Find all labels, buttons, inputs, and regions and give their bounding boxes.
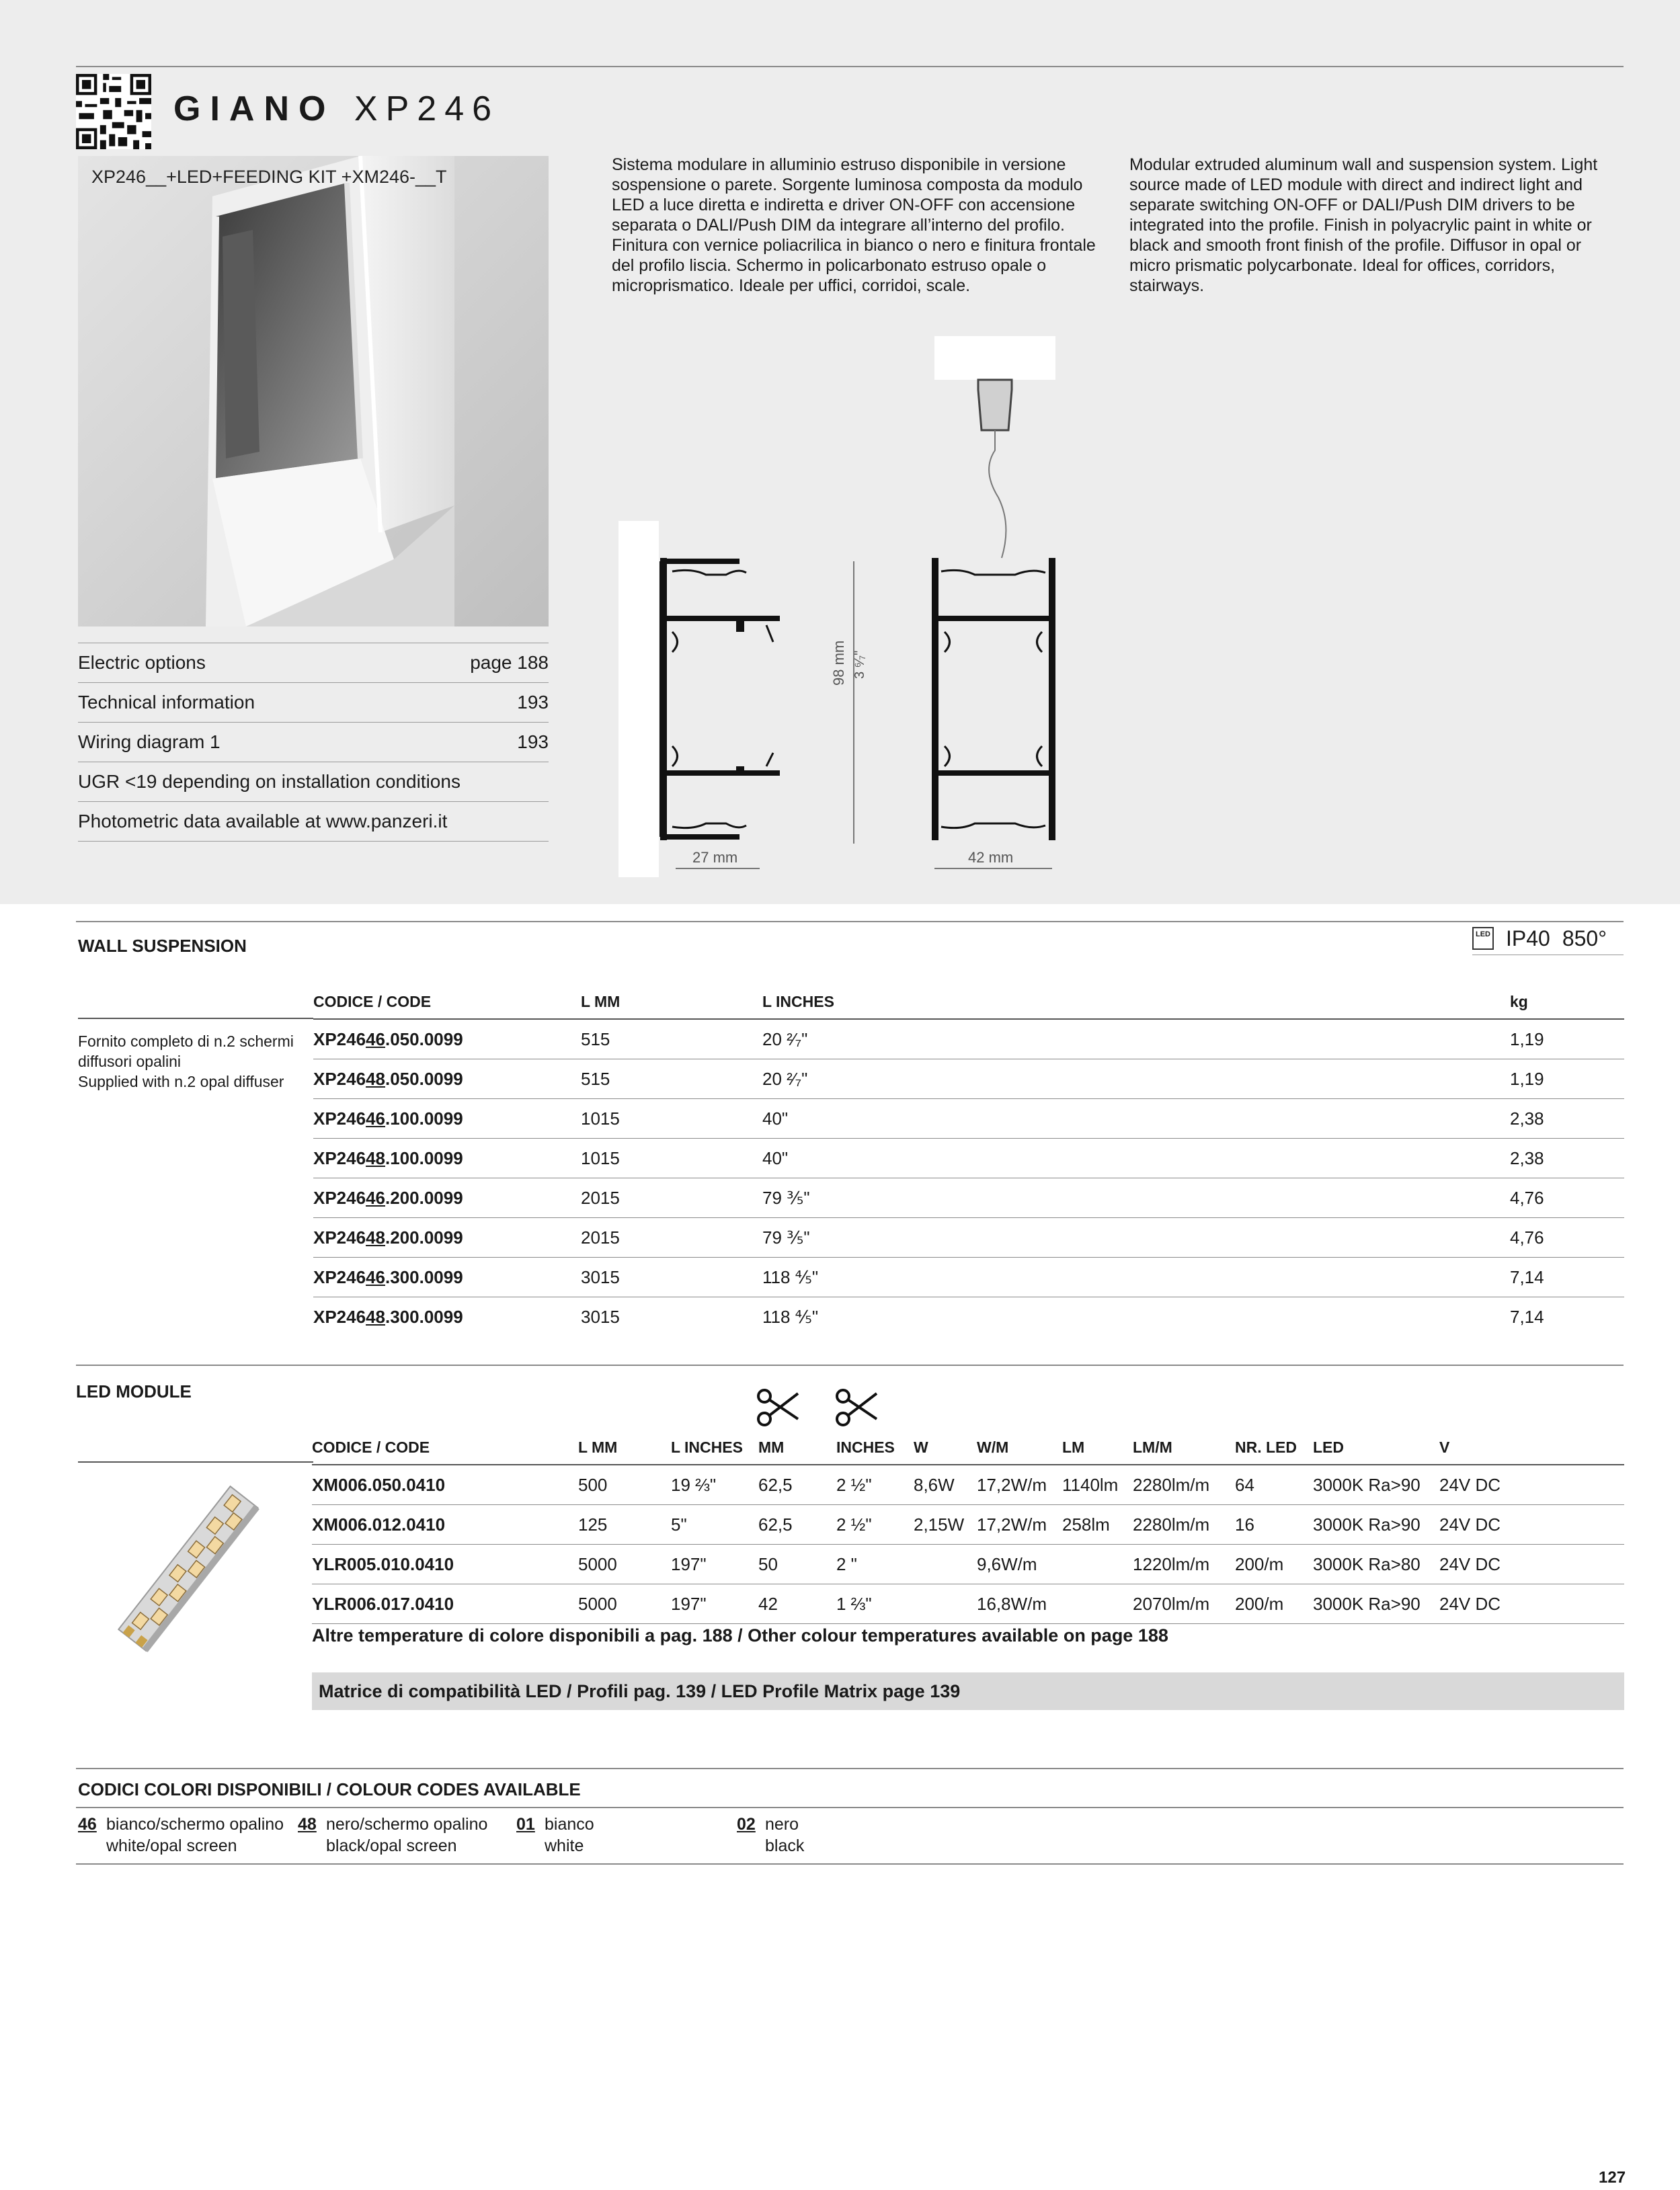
cell-lm: 258lm (1062, 1505, 1133, 1545)
section-title-led-module: LED MODULE (76, 1381, 192, 1402)
cell-lmm: 1015 (581, 1139, 762, 1178)
cell-v: 24V DC (1439, 1465, 1624, 1505)
col-cut-inches: INCHES (836, 1430, 914, 1465)
col-linch: L INCHES (671, 1430, 758, 1465)
cell-lmm: 2015 (581, 1178, 762, 1218)
code-prefix: XP246 (313, 1028, 366, 1049)
table-row[interactable] (313, 1218, 1624, 1258)
product-photo (78, 156, 549, 626)
brand-name: GIANO (173, 89, 335, 128)
colour-code-number: 46 (78, 1815, 97, 1834)
cell-cut-mm: 62,5 (758, 1465, 836, 1505)
supply-note-it-2: diffusori opalini (78, 1053, 182, 1070)
col-code: CODICE / CODE (313, 985, 581, 1019)
info-row-ugr (78, 762, 549, 802)
table-row[interactable] (313, 1178, 1624, 1218)
cell-code: YLR005.010.0410 (312, 1545, 578, 1584)
page-number: 127 (1599, 2168, 1626, 2187)
colour-code-it: nero/schermo opalino (326, 1815, 488, 1834)
col-code: CODICE / CODE (312, 1430, 578, 1465)
code-suffix: .100.0099 (385, 1147, 463, 1168)
led-strip-image (87, 1472, 289, 1674)
cell-kg: 4,76 (1510, 1178, 1624, 1218)
colour-code: 46 (366, 1187, 385, 1208)
cell-lm (1062, 1584, 1133, 1624)
cell-linch: 19 ⅔" (671, 1465, 758, 1505)
colour-code-en: black/opal screen (326, 1836, 457, 1855)
col-led: LED (1313, 1430, 1439, 1465)
col-w: W (914, 1430, 977, 1465)
table-header (313, 985, 1624, 1019)
info-value: 193 (517, 692, 549, 713)
cell-kg: 1,19 (1510, 1019, 1624, 1059)
info-label: Technical information (78, 692, 255, 713)
cell-lmm: 2015 (581, 1218, 762, 1258)
info-list (78, 643, 549, 842)
cell-lmm: 5000 (578, 1545, 671, 1584)
info-label: UGR <19 depending on installation conditions (78, 771, 461, 792)
col-linch: L INCHES (762, 985, 1510, 1019)
top-rule (76, 66, 1624, 67)
table-row[interactable] (312, 1584, 1624, 1624)
cell-w (914, 1584, 977, 1624)
cell-lm (1062, 1545, 1133, 1584)
table-row[interactable] (313, 1019, 1624, 1059)
photo-caption: XP246__+LED+FEEDING KIT +XM246-__T (91, 167, 447, 187)
code-suffix: .300.0099 (385, 1306, 463, 1327)
cell-wm: 17,2W/m (977, 1505, 1062, 1545)
colour-code-it: nero (765, 1815, 799, 1834)
cell-lmm: 515 (581, 1019, 762, 1059)
code-prefix: XP246 (313, 1068, 366, 1089)
code-suffix: .100.0099 (385, 1108, 463, 1129)
colour-code-46 (78, 1814, 284, 1855)
section-title-wall-suspension: WALL SUSPENSION (78, 936, 247, 956)
cell-cut-mm: 42 (758, 1584, 836, 1624)
table-row[interactable] (313, 1139, 1624, 1178)
header-rule-left (78, 1018, 313, 1019)
cell-code: YLR006.017.0410 (312, 1584, 578, 1624)
cell-linch: 197" (671, 1584, 758, 1624)
cell-lmm: 3015 (581, 1306, 620, 1327)
colour-code-en: white/opal screen (106, 1836, 237, 1855)
colour-code: 48 (366, 1147, 385, 1168)
code-prefix: XP246 (313, 1266, 366, 1287)
col-nr-led: NR. LED (1235, 1430, 1313, 1465)
description-english: Modular extruded aluminum wall and suspension system. Light source made of LED module with direct and indirect light and separate switching ON-OFF or DALI/Push DIM drivers to be integrated into the profile. Finish in polyacrylic paint in white or black and smooth front finish of the profile. Diffusor in opal or micro prismatic polycarbonate. Ideal for offices, corridors, stairways. (1129, 155, 1598, 295)
code-suffix: .200.0099 (385, 1227, 463, 1248)
table-row[interactable] (313, 1059, 1624, 1099)
cell-lmm: 515 (581, 1059, 762, 1099)
cell-led: 3000K Ra>80 (1313, 1545, 1439, 1584)
info-row-technical[interactable] (78, 683, 549, 723)
colour-code-it: bianco/schermo opalino (106, 1815, 284, 1834)
col-lmm: L MM (581, 985, 762, 1019)
code-suffix: .200.0099 (385, 1187, 463, 1208)
cell-cut-mm: 50 (758, 1545, 836, 1584)
cell-wm: 17,2W/m (977, 1465, 1062, 1505)
ip-rating: IP40 (1506, 926, 1550, 950)
wall-suspension-table (313, 985, 1624, 1336)
cell-code: XM006.012.0410 (312, 1505, 578, 1545)
section-rule (76, 1365, 1624, 1366)
cell-linch: 197" (671, 1545, 758, 1584)
col-wm: W/M (977, 1430, 1062, 1465)
code-prefix: XP246 (313, 1108, 366, 1129)
info-row-photometric[interactable] (78, 802, 549, 842)
cell-linch: 40" (762, 1099, 1510, 1139)
cell-lmm: 5000 (578, 1584, 671, 1624)
table-row[interactable] (313, 1099, 1624, 1139)
cell-lmm: 125 (578, 1505, 671, 1545)
dimension-width-wall: 27 mm (692, 849, 738, 866)
ip-rating-badge (1472, 924, 1607, 953)
info-value: 193 (517, 731, 549, 752)
colour-code-48 (298, 1814, 488, 1855)
cell-lm-per-m: 2070lm/m (1133, 1584, 1235, 1624)
cell-kg: 4,76 (1510, 1218, 1624, 1258)
col-cut-mm: MM (758, 1430, 836, 1465)
dimension-width-suspension: 42 mm (968, 849, 1014, 866)
cell-kg: 7,14 (1510, 1306, 1544, 1327)
cell-led: 3000K Ra>90 (1313, 1465, 1439, 1505)
colour-code-number: 01 (516, 1815, 535, 1834)
colour-code-01 (516, 1814, 594, 1855)
cell-linch: 5" (671, 1505, 758, 1545)
led-icon: LED (1472, 927, 1494, 950)
colour-code-02 (737, 1814, 805, 1855)
cell-lm-per-m: 1220lm/m (1133, 1545, 1235, 1584)
cell-linch: 118 ⅘" (762, 1306, 819, 1327)
table-row[interactable] (313, 1297, 1624, 1337)
cell-kg: 2,38 (1510, 1099, 1624, 1139)
colour-code: 46 (366, 1266, 385, 1287)
table-row[interactable] (313, 1258, 1624, 1297)
cell-cut-inches: 1 ⅔" (836, 1584, 914, 1624)
scissors-icon (835, 1388, 878, 1427)
cell-lm-per-m: 2280lm/m (1133, 1505, 1235, 1545)
dimension-height-inch: 3 ⁶⁄₇" (852, 650, 867, 679)
profile-drawing (618, 336, 1062, 887)
code-prefix: XP246 (313, 1187, 366, 1208)
cell-nr-led: 200/m (1235, 1545, 1313, 1584)
colour-code-en: white (545, 1836, 584, 1855)
cell-led: 3000K Ra>90 (1313, 1505, 1439, 1545)
section-rule (76, 1863, 1624, 1865)
colour-code: 48 (366, 1227, 385, 1248)
cell-led: 3000K Ra>90 (1313, 1584, 1439, 1624)
section-rule (76, 1768, 1624, 1769)
cell-w: 8,6W (914, 1465, 977, 1505)
section-rule (76, 1807, 1624, 1808)
code-prefix: XP246 (313, 1306, 366, 1327)
table-header (312, 1430, 1624, 1465)
table-row[interactable] (312, 1465, 1624, 1505)
colour-code: 48 (366, 1306, 385, 1327)
code-prefix: XP246 (313, 1227, 366, 1248)
section-title-colour-codes: CODICI COLORI DISPONIBILI / COLOUR CODES AVAILABLE (78, 1779, 581, 1799)
cell-nr-led: 64 (1235, 1465, 1313, 1505)
cell-cut-inches: 2 " (836, 1545, 914, 1584)
cell-linch: 118 ⅘" (762, 1258, 1510, 1297)
colour-code: 46 (366, 1028, 385, 1049)
dimension-height-mm: 98 mm (830, 640, 847, 686)
table-row[interactable] (312, 1545, 1624, 1584)
cell-w: 2,15W (914, 1505, 977, 1545)
cell-linch: 79 ⅗" (762, 1218, 1510, 1258)
product-model: XP246 (354, 89, 500, 128)
cell-v: 24V DC (1439, 1584, 1624, 1624)
compatibility-matrix-link[interactable]: Matrice di compatibilità LED / Profili pag. 139 / LED Profile Matrix page 139 (312, 1672, 1624, 1710)
section-rule (76, 921, 1624, 922)
header-rule-left (78, 1461, 313, 1463)
code-suffix: .050.0099 (385, 1028, 463, 1049)
cell-kg: 1,19 (1510, 1059, 1624, 1099)
info-label: Photometric data available at www.panzeri.it (78, 811, 448, 832)
colour-code-en: black (765, 1836, 805, 1855)
code-suffix: .050.0099 (385, 1068, 463, 1089)
scissors-icon (756, 1388, 799, 1427)
code-prefix: XP246 (313, 1147, 366, 1168)
cell-lm: 1140lm (1062, 1465, 1133, 1505)
cell-cut-inches: 2 ½" (836, 1505, 914, 1545)
cell-lm-per-m: 2280lm/m (1133, 1465, 1235, 1505)
cell-v: 24V DC (1439, 1545, 1624, 1584)
info-label: Wiring diagram 1 (78, 731, 221, 752)
cell-lmm: 1015 (581, 1099, 762, 1139)
col-lmm: L MM (578, 1430, 671, 1465)
cell-wm: 9,6W/m (977, 1545, 1062, 1584)
cell-kg: 2,38 (1510, 1139, 1624, 1178)
cell-linch: 79 ⅗" (762, 1178, 1510, 1218)
table-row[interactable] (312, 1505, 1624, 1545)
info-row-wiring[interactable] (78, 723, 549, 762)
col-lm-per-m: LM/M (1133, 1430, 1235, 1465)
colour-temperature-note: Altre temperature di colore disponibili a pag. 188 / Other colour temperatures available on page 188 (312, 1625, 1168, 1646)
col-kg: kg (1510, 985, 1624, 1019)
cell-nr-led: 16 (1235, 1505, 1313, 1545)
col-v: V (1439, 1430, 1624, 1465)
colour-code-number: 48 (298, 1815, 317, 1834)
cell-linch: 40" (762, 1139, 1510, 1178)
cell-cut-mm: 62,5 (758, 1505, 836, 1545)
cell-w (914, 1545, 977, 1584)
description-italian: Sistema modulare in alluminio estruso disponibile in versione sospensione o parete. Sorgente luminosa composta da modulo LED a luce diretta e indiretta e driver ON-OFF con accensione separata o DALI/Push DIM da integrare all’interno del profilo. Finitura con vernice poliacrilica in bianco o nero e finitura frontale del profilo liscia. Schermo in policarbonato estruso opale o microprismatico. Ideale per uffici, corridoi, scale. (612, 155, 1096, 295)
cell-kg: 7,14 (1510, 1258, 1624, 1297)
cell-lmm: 500 (578, 1465, 671, 1505)
info-label: Electric options (78, 652, 206, 673)
colour-code-it: bianco (545, 1815, 594, 1834)
colour-code: 48 (366, 1068, 385, 1089)
cell-cut-inches: 2 ½" (836, 1465, 914, 1505)
cell-linch: 20 ²⁄₇" (762, 1059, 1510, 1099)
info-row-electric[interactable] (78, 643, 549, 683)
supply-note-en: Supplied with n.2 opal diffuser (78, 1073, 284, 1090)
col-lm: LM (1062, 1430, 1133, 1465)
cell-code: XM006.050.0410 (312, 1465, 578, 1505)
led-module-table (312, 1430, 1624, 1624)
cell-nr-led: 200/m (1235, 1584, 1313, 1624)
cell-linch: 20 ²⁄₇" (762, 1019, 1510, 1059)
product-title (173, 89, 499, 129)
qr-code-icon (76, 74, 151, 149)
cell-lmm: 3015 (581, 1258, 762, 1297)
cell-v: 24V DC (1439, 1505, 1624, 1545)
supply-note (78, 1031, 294, 1092)
colour-code-number: 02 (737, 1815, 756, 1834)
colour-code: 46 (366, 1108, 385, 1129)
code-suffix: .300.0099 (385, 1266, 463, 1287)
colour-code: 850° (1562, 926, 1607, 950)
cell-wm: 16,8W/m (977, 1584, 1062, 1624)
info-value: page 188 (470, 652, 549, 673)
supply-note-it-1: Fornito completo di n.2 schermi (78, 1032, 294, 1050)
